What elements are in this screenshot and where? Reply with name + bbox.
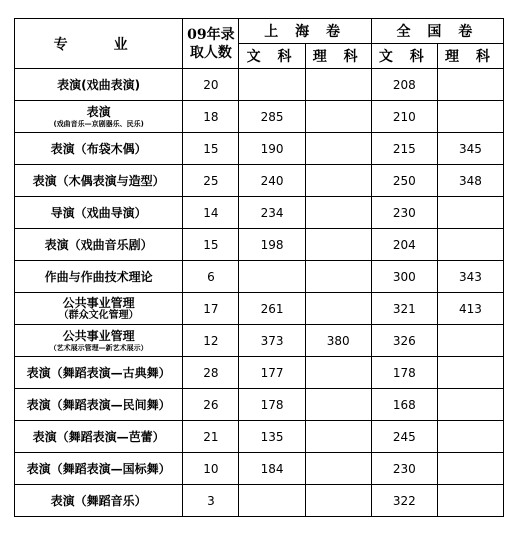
table-row <box>15 133 504 165</box>
table-row <box>15 389 504 421</box>
cell-national-li <box>437 453 503 485</box>
major-name: 表演（舞蹈音乐） <box>50 493 147 508</box>
cell-shanghai-wen: 177 <box>239 357 305 389</box>
major-name: 表演（舞蹈表演—古典舞） <box>26 365 171 380</box>
cell-major <box>15 69 183 101</box>
major-name: 公共事业管理 <box>62 328 135 343</box>
header-count <box>183 19 239 69</box>
cell-major <box>15 165 183 197</box>
cell-national-li: 345 <box>437 133 503 165</box>
cell-major <box>15 421 183 453</box>
cell-shanghai-wen: 234 <box>239 197 305 229</box>
cell-shanghai-li <box>305 485 371 517</box>
cell-count: 28 <box>183 357 239 389</box>
major-name: 作曲与作曲技术理论 <box>44 269 153 284</box>
cell-national-li: 348 <box>437 165 503 197</box>
cell-count: 26 <box>183 389 239 421</box>
cell-major <box>15 101 183 133</box>
major-subtitle: (戏曲音乐—京剧器乐、民乐) <box>53 119 144 128</box>
table-row <box>15 325 504 357</box>
cell-shanghai-li <box>305 101 371 133</box>
header-shanghai-li: 理 科 <box>305 44 371 69</box>
cell-national-wen: 300 <box>371 261 437 293</box>
cell-major <box>15 389 183 421</box>
cell-count: 14 <box>183 197 239 229</box>
cell-major <box>15 133 183 165</box>
major-name: 表演（舞蹈表演—芭蕾） <box>32 429 165 444</box>
cell-shanghai-li <box>305 453 371 485</box>
header-major <box>15 19 183 69</box>
cell-count: 17 <box>183 293 239 325</box>
cell-national-wen: 178 <box>371 357 437 389</box>
cell-shanghai-li <box>305 229 371 261</box>
header-major-label: 专 业 <box>53 36 144 53</box>
cell-national-li <box>437 421 503 453</box>
cell-count: 3 <box>183 485 239 517</box>
cell-major <box>15 293 183 325</box>
cell-national-li <box>437 357 503 389</box>
cell-shanghai-wen: 190 <box>239 133 305 165</box>
cell-shanghai-li <box>305 357 371 389</box>
score-table-container <box>14 18 504 517</box>
cell-national-li <box>437 101 503 133</box>
cell-shanghai-wen: 178 <box>239 389 305 421</box>
cell-national-wen: 245 <box>371 421 437 453</box>
cell-major <box>15 197 183 229</box>
cell-count: 15 <box>183 133 239 165</box>
cell-major <box>15 229 183 261</box>
table-row <box>15 453 504 485</box>
cell-national-wen: 215 <box>371 133 437 165</box>
cell-count: 12 <box>183 325 239 357</box>
cell-major <box>15 357 183 389</box>
table-row <box>15 293 504 325</box>
cell-count: 10 <box>183 453 239 485</box>
header-count-line1: 09年录 <box>187 26 235 43</box>
cell-shanghai-wen: 285 <box>239 101 305 133</box>
cell-shanghai-wen: 261 <box>239 293 305 325</box>
cell-major <box>15 325 183 357</box>
cell-shanghai-li <box>305 421 371 453</box>
major-name: 表演 <box>86 104 111 119</box>
cell-shanghai-li: 380 <box>305 325 371 357</box>
cell-national-li <box>437 229 503 261</box>
cell-shanghai-li <box>305 389 371 421</box>
cell-national-wen: 250 <box>371 165 437 197</box>
cell-shanghai-wen: 373 <box>239 325 305 357</box>
cell-national-wen: 210 <box>371 101 437 133</box>
cell-shanghai-li <box>305 165 371 197</box>
table-row <box>15 485 504 517</box>
cell-national-wen: 322 <box>371 485 437 517</box>
cell-shanghai-wen <box>239 261 305 293</box>
cell-shanghai-li <box>305 261 371 293</box>
major-name: 导演（戏曲导演） <box>50 205 147 220</box>
cell-national-wen: 208 <box>371 69 437 101</box>
cell-major <box>15 485 183 517</box>
cell-count: 20 <box>183 69 239 101</box>
cell-national-li <box>437 325 503 357</box>
major-name: 表演（戏曲音乐剧） <box>44 237 153 252</box>
cell-count: 6 <box>183 261 239 293</box>
table-row <box>15 229 504 261</box>
cell-national-wen: 230 <box>371 453 437 485</box>
admission-score-table <box>14 18 504 517</box>
header-row-top <box>15 19 504 44</box>
cell-national-wen: 204 <box>371 229 437 261</box>
cell-shanghai-li <box>305 133 371 165</box>
major-name: 表演（布袋木偶） <box>50 141 147 156</box>
cell-count: 21 <box>183 421 239 453</box>
cell-shanghai-li <box>305 293 371 325</box>
table-row <box>15 69 504 101</box>
cell-national-wen: 321 <box>371 293 437 325</box>
header-national-wen: 文 科 <box>371 44 437 69</box>
cell-national-wen: 230 <box>371 197 437 229</box>
cell-shanghai-li <box>305 69 371 101</box>
major-subtitle: （艺术展示管理—新艺术展示） <box>49 343 148 352</box>
cell-major <box>15 261 183 293</box>
table-body <box>15 69 504 517</box>
major-name: 表演（舞蹈表演—国标舞） <box>26 461 171 476</box>
cell-national-li: 413 <box>437 293 503 325</box>
cell-shanghai-wen: 198 <box>239 229 305 261</box>
cell-national-li <box>437 485 503 517</box>
header-count-line2: 取人数 <box>189 44 232 61</box>
cell-shanghai-wen: 135 <box>239 421 305 453</box>
major-name: 表演（舞蹈表演—民间舞） <box>26 397 171 412</box>
cell-shanghai-wen: 240 <box>239 165 305 197</box>
header-national-li: 理 科 <box>437 44 503 69</box>
cell-count: 25 <box>183 165 239 197</box>
cell-count: 18 <box>183 101 239 133</box>
cell-national-li <box>437 389 503 421</box>
header-national: 全 国 卷 <box>371 19 503 44</box>
table-header <box>15 19 504 69</box>
cell-national-li: 343 <box>437 261 503 293</box>
header-shanghai: 上 海 卷 <box>239 19 371 44</box>
major-subtitle: （群众文化管理） <box>58 309 139 321</box>
table-row <box>15 101 504 133</box>
table-row <box>15 261 504 293</box>
major-name: 表演(戏曲表演) <box>57 77 141 92</box>
table-row <box>15 357 504 389</box>
cell-shanghai-wen <box>239 485 305 517</box>
cell-major <box>15 453 183 485</box>
table-row <box>15 197 504 229</box>
cell-national-li <box>437 197 503 229</box>
cell-shanghai-wen: 184 <box>239 453 305 485</box>
cell-shanghai-li <box>305 197 371 229</box>
table-row <box>15 421 504 453</box>
major-name: 公共事业管理 <box>62 295 135 310</box>
major-name: 表演（木偶表演与造型） <box>32 173 165 188</box>
table-row <box>15 165 504 197</box>
cell-national-wen: 326 <box>371 325 437 357</box>
cell-national-li <box>437 69 503 101</box>
cell-national-wen: 168 <box>371 389 437 421</box>
header-shanghai-wen: 文 科 <box>239 44 305 69</box>
cell-shanghai-wen <box>239 69 305 101</box>
cell-count: 15 <box>183 229 239 261</box>
